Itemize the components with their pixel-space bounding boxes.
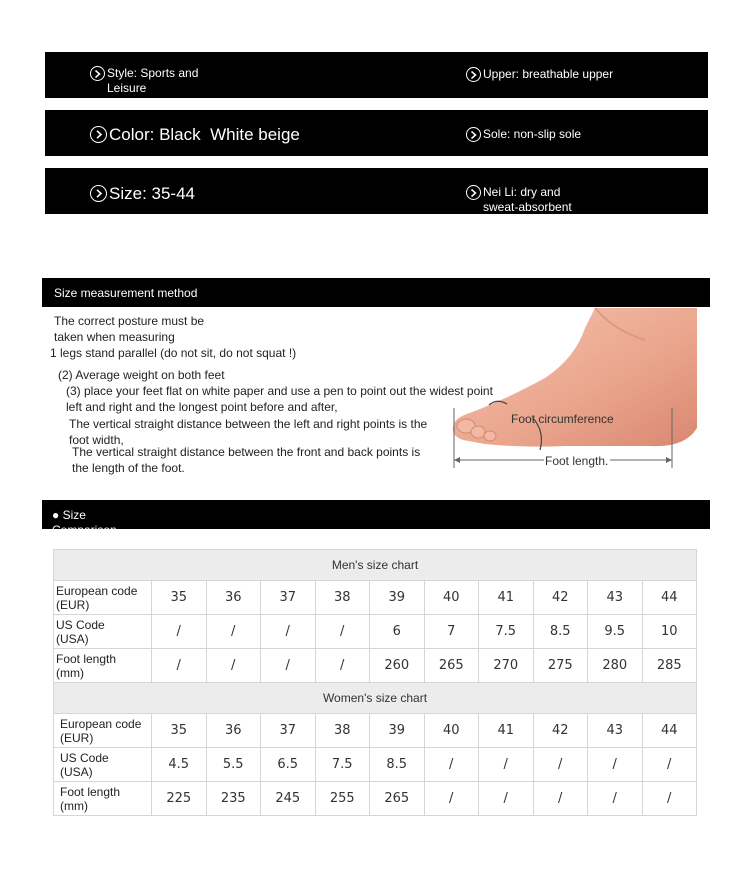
feature-color-text: Color: Black White beige (109, 125, 300, 144)
row-label: European code (EUR) (54, 581, 152, 615)
women-size-chart-title-row (54, 683, 697, 714)
method-line: 1 legs stand parallel (do not sit, do not squat !) (50, 346, 297, 360)
chevron-right-icon (90, 185, 107, 202)
size-cell: 270 (479, 649, 534, 683)
chevron-right-icon (466, 185, 481, 200)
size-cell: / (206, 649, 261, 683)
size-cell: / (424, 782, 479, 816)
method-line: foot width, (69, 433, 124, 447)
size-cell: 7.5 (479, 615, 534, 649)
row-label: US Code (USA) (54, 615, 152, 649)
feature-size-text: Size: 35-44 (109, 184, 195, 203)
size-cell: 41 (479, 714, 534, 748)
size-cell: 36 (206, 714, 261, 748)
size-cell: 260 (370, 649, 425, 683)
size-cell: 35 (152, 581, 207, 615)
men-size-chart-title-row (54, 550, 697, 581)
row-label: Foot length (mm) (54, 782, 152, 816)
size-cell: 8.5 (370, 748, 425, 782)
size-cell: / (479, 748, 534, 782)
size-cell: 36 (206, 581, 261, 615)
size-cell: / (642, 782, 697, 816)
size-cell: 39 (370, 581, 425, 615)
foot-length-label: Foot length. (545, 454, 609, 468)
chevron-right-icon (466, 67, 481, 82)
size-cell: 43 (588, 714, 643, 748)
size-cell: 38 (315, 714, 370, 748)
size-cell: 40 (424, 714, 479, 748)
size-cell: 44 (642, 714, 697, 748)
size-cell: 43 (588, 581, 643, 615)
feature-lining (466, 185, 572, 215)
measurement-heading-bar (42, 278, 710, 307)
feature-style-text: Style: Sports and Leisure (107, 66, 199, 95)
method-line: taken when measuring (54, 330, 175, 344)
table-row (54, 615, 697, 649)
feature-lining-text: Nei Li: dry and sweat-absorbent (483, 185, 572, 214)
size-cell: 10 (642, 615, 697, 649)
size-cell: 42 (533, 714, 588, 748)
size-cell: / (479, 782, 534, 816)
size-cell: / (152, 615, 207, 649)
feature-color (90, 125, 300, 144)
feature-upper (466, 67, 613, 82)
feature-style (90, 66, 198, 96)
method-line: left and right and the longest point before and after, (66, 400, 338, 414)
method-line: the length of the foot. (72, 461, 185, 475)
size-cell: 9.5 (588, 615, 643, 649)
size-cell: 42 (533, 581, 588, 615)
method-line: The correct posture must be (54, 314, 205, 328)
comparison-heading-bar (42, 500, 710, 537)
chevron-right-icon (90, 126, 107, 143)
size-cell: / (588, 748, 643, 782)
size-cell: / (533, 748, 588, 782)
chevron-right-icon (466, 127, 481, 142)
row-label: European code (EUR) (54, 714, 152, 748)
feature-upper-text: Upper: breathable upper (483, 67, 614, 81)
size-cell: 44 (642, 581, 697, 615)
size-cell: 6 (370, 615, 425, 649)
size-cell: 245 (261, 782, 316, 816)
row-label: US Code (USA) (54, 748, 152, 782)
size-cell: 38 (315, 581, 370, 615)
size-cell: / (152, 649, 207, 683)
size-cell: / (424, 748, 479, 782)
size-cell: 37 (261, 581, 316, 615)
size-cell: 275 (533, 649, 588, 683)
size-cell: / (261, 615, 316, 649)
size-cell: / (588, 782, 643, 816)
size-cell: / (642, 748, 697, 782)
size-cell: 35 (152, 714, 207, 748)
size-cell: 41 (479, 581, 534, 615)
size-cell: 265 (424, 649, 479, 683)
method-line: The vertical straight distance between the left and right points is the (69, 417, 428, 431)
measurement-heading: Size measurement method (54, 286, 198, 300)
size-cell: / (206, 615, 261, 649)
row-label: Foot length (mm) (54, 649, 152, 683)
size-cell: 5.5 (206, 748, 261, 782)
feature-sole-text: Sole: non-slip sole (483, 127, 582, 141)
feature-size (90, 184, 195, 203)
size-cell: / (261, 649, 316, 683)
table-row (54, 782, 697, 816)
comparison-heading: ● Size Comparison (52, 508, 117, 537)
method-line: The vertical straight distance between the front and back points is (72, 445, 421, 459)
size-cell: 4.5 (152, 748, 207, 782)
size-cell: 39 (370, 714, 425, 748)
chevron-right-icon (90, 66, 105, 81)
size-cell: 235 (206, 782, 261, 816)
size-cell: 37 (261, 714, 316, 748)
size-cell: 280 (588, 649, 643, 683)
size-cell: 225 (152, 782, 207, 816)
table-row (54, 581, 697, 615)
foot-illustration (445, 308, 710, 478)
women-size-chart-title: Women's size chart (54, 683, 697, 714)
size-cell: 7 (424, 615, 479, 649)
size-cell: 255 (315, 782, 370, 816)
size-cell: 7.5 (315, 748, 370, 782)
table-row (54, 649, 697, 683)
size-cell: / (533, 782, 588, 816)
method-line: (2) Average weight on both feet (58, 368, 225, 382)
men-size-chart-title: Men's size chart (54, 550, 697, 581)
foot-image (445, 308, 710, 478)
method-line: (3) place your feet flat on white paper and use a pen to point out the widest point (66, 384, 493, 398)
size-cell: 285 (642, 649, 697, 683)
size-cell: 6.5 (261, 748, 316, 782)
foot-circumference-label: Foot circumference (511, 412, 614, 426)
table-row (54, 714, 697, 748)
feature-sole (466, 127, 581, 142)
size-cell: 8.5 (533, 615, 588, 649)
size-cell: 40 (424, 581, 479, 615)
size-cell: / (315, 649, 370, 683)
size-cell: 265 (370, 782, 425, 816)
size-chart-table (53, 549, 697, 816)
size-cell: / (315, 615, 370, 649)
table-row (54, 748, 697, 782)
